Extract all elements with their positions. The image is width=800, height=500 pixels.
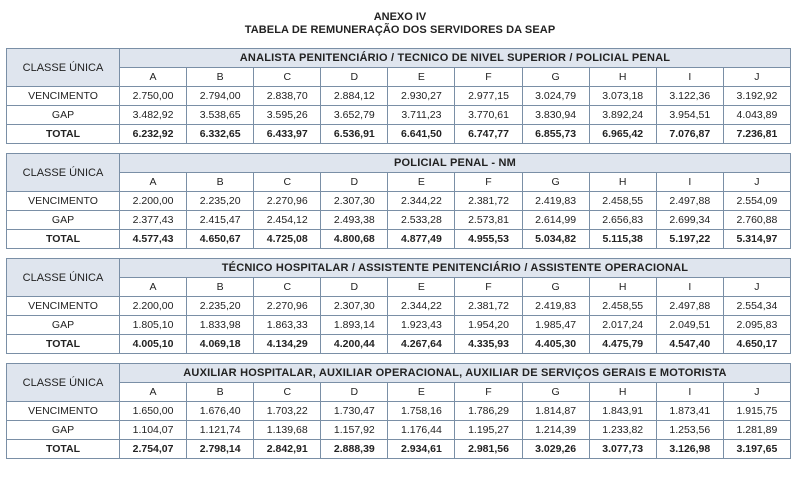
level-header: C [254, 68, 321, 87]
value-cell: 1.954,20 [455, 316, 522, 335]
value-cell: 6.332,65 [187, 125, 254, 144]
level-header: D [321, 278, 388, 297]
level-header: F [455, 278, 522, 297]
level-header: D [321, 383, 388, 402]
value-cell: 4.877,49 [388, 230, 455, 249]
value-cell: 2.381,72 [455, 297, 522, 316]
table-row [7, 297, 791, 316]
value-cell: 1.157,92 [321, 421, 388, 440]
value-cell: 2.270,96 [254, 297, 321, 316]
value-cell: 6.965,42 [589, 125, 656, 144]
value-cell: 2.454,12 [254, 211, 321, 230]
value-cell: 4.405,30 [522, 335, 589, 354]
level-header: D [321, 173, 388, 192]
document-header [0, 0, 800, 37]
value-cell: 1.985,47 [522, 316, 589, 335]
value-cell: 2.842,91 [254, 440, 321, 459]
value-cell: 2.497,88 [656, 297, 723, 316]
value-cell: 2.458,55 [589, 192, 656, 211]
value-cell: 1.730,47 [321, 402, 388, 421]
row-label: GAP [7, 421, 120, 440]
value-cell: 1.214,39 [522, 421, 589, 440]
value-cell: 3.954,51 [656, 106, 723, 125]
value-cell: 4.200,44 [321, 335, 388, 354]
value-cell: 2.533,28 [388, 211, 455, 230]
level-header: B [187, 383, 254, 402]
row-label: GAP [7, 106, 120, 125]
value-cell: 2.200,00 [120, 297, 187, 316]
level-header: C [254, 173, 321, 192]
value-cell: 2.573,81 [455, 211, 522, 230]
value-cell: 2.017,24 [589, 316, 656, 335]
value-cell: 2.095,83 [723, 316, 790, 335]
value-cell: 5.034,82 [522, 230, 589, 249]
value-cell: 4.043,89 [723, 106, 790, 125]
table-title: AUXILIAR HOSPITALAR, AUXILIAR OPERACIONAL, AUXILIAR DE SERVIÇOS GERAIS E MOTORISTA [120, 364, 791, 383]
value-cell: 1.843,91 [589, 402, 656, 421]
value-cell: 1.814,87 [522, 402, 589, 421]
value-cell: 2.377,43 [120, 211, 187, 230]
level-header: A [120, 68, 187, 87]
value-cell: 1.923,43 [388, 316, 455, 335]
value-cell: 2.235,20 [187, 192, 254, 211]
value-cell: 2.981,56 [455, 440, 522, 459]
value-cell: 1.893,14 [321, 316, 388, 335]
value-cell: 6.433,97 [254, 125, 321, 144]
value-cell: 3.073,18 [589, 87, 656, 106]
salary-table [6, 48, 791, 144]
level-header: H [589, 383, 656, 402]
level-header: I [656, 68, 723, 87]
value-cell: 4.005,10 [120, 335, 187, 354]
level-header: J [723, 383, 790, 402]
value-cell: 2.200,00 [120, 192, 187, 211]
table-row [7, 230, 791, 249]
value-cell: 2.307,30 [321, 192, 388, 211]
value-cell: 3.770,61 [455, 106, 522, 125]
value-cell: 2.930,27 [388, 87, 455, 106]
table-row [7, 87, 791, 106]
table-row [7, 402, 791, 421]
value-cell: 2.699,34 [656, 211, 723, 230]
classe-unica-label: CLASSE ÚNICA [7, 154, 120, 192]
salary-table [6, 258, 791, 354]
row-label: GAP [7, 211, 120, 230]
salary-table [6, 363, 791, 459]
value-cell: 3.595,26 [254, 106, 321, 125]
value-cell: 7.076,87 [656, 125, 723, 144]
level-header: H [589, 68, 656, 87]
value-cell: 4.725,08 [254, 230, 321, 249]
value-cell: 7.236,81 [723, 125, 790, 144]
value-cell: 2.554,09 [723, 192, 790, 211]
level-header: E [388, 383, 455, 402]
level-header: C [254, 278, 321, 297]
value-cell: 4.335,93 [455, 335, 522, 354]
value-cell: 1.233,82 [589, 421, 656, 440]
value-cell: 2.760,88 [723, 211, 790, 230]
value-cell: 2.307,30 [321, 297, 388, 316]
row-label: TOTAL [7, 125, 120, 144]
value-cell: 2.656,83 [589, 211, 656, 230]
value-cell: 2.270,96 [254, 192, 321, 211]
level-header: F [455, 383, 522, 402]
value-cell: 1.703,22 [254, 402, 321, 421]
value-cell: 1.195,27 [455, 421, 522, 440]
level-header: E [388, 278, 455, 297]
value-cell: 1.758,16 [388, 402, 455, 421]
value-cell: 2.344,22 [388, 297, 455, 316]
value-cell: 2.554,34 [723, 297, 790, 316]
level-header: A [120, 278, 187, 297]
level-header: J [723, 278, 790, 297]
level-header: J [723, 173, 790, 192]
value-cell: 1.650,00 [120, 402, 187, 421]
value-cell: 1.104,07 [120, 421, 187, 440]
value-cell: 1.121,74 [187, 421, 254, 440]
table-title: ANALISTA PENITENCIÁRIO / TECNICO DE NIVEL SUPERIOR / POLICIAL PENAL [120, 49, 791, 68]
value-cell: 3.197,65 [723, 440, 790, 459]
value-cell: 2.419,83 [522, 192, 589, 211]
value-cell: 1.253,56 [656, 421, 723, 440]
level-header: I [656, 173, 723, 192]
value-cell: 4.069,18 [187, 335, 254, 354]
value-cell: 6.855,73 [522, 125, 589, 144]
level-header: H [589, 278, 656, 297]
table-row [7, 316, 791, 335]
level-header: C [254, 383, 321, 402]
level-header: B [187, 173, 254, 192]
value-cell: 2.888,39 [321, 440, 388, 459]
value-cell: 3.024,79 [522, 87, 589, 106]
value-cell: 2.493,38 [321, 211, 388, 230]
value-cell: 6.536,91 [321, 125, 388, 144]
table-row [7, 440, 791, 459]
document-title: TABELA DE REMUNERAÇÃO DOS SERVIDORES DA SEAP [244, 24, 556, 36]
value-cell: 2.415,47 [187, 211, 254, 230]
value-cell: 6.641,50 [388, 125, 455, 144]
value-cell: 2.838,70 [254, 87, 321, 106]
level-header: G [522, 383, 589, 402]
table-row [7, 211, 791, 230]
value-cell: 3.192,92 [723, 87, 790, 106]
level-header: B [187, 68, 254, 87]
table-row [7, 125, 791, 144]
value-cell: 1.176,44 [388, 421, 455, 440]
value-cell: 2.934,61 [388, 440, 455, 459]
classe-unica-label: CLASSE ÚNICA [7, 259, 120, 297]
value-cell: 4.800,68 [321, 230, 388, 249]
page-cutoff [0, 462, 800, 500]
table-title: TÉCNICO HOSPITALAR / ASSISTENTE PENITENCIÁRIO / ASSISTENTE OPERACIONAL [120, 259, 791, 278]
value-cell: 2.381,72 [455, 192, 522, 211]
value-cell: 5.314,97 [723, 230, 790, 249]
row-label: TOTAL [7, 230, 120, 249]
row-label: VENCIMENTO [7, 192, 120, 211]
value-cell: 3.830,94 [522, 106, 589, 125]
level-header: B [187, 278, 254, 297]
value-cell: 3.711,23 [388, 106, 455, 125]
level-header: I [656, 278, 723, 297]
value-cell: 1.281,89 [723, 421, 790, 440]
table-title: POLICIAL PENAL - NM [120, 154, 791, 173]
level-header: J [723, 68, 790, 87]
row-label: VENCIMENTO [7, 87, 120, 106]
value-cell: 1.873,41 [656, 402, 723, 421]
level-header: E [388, 173, 455, 192]
table-row [7, 192, 791, 211]
value-cell: 1.139,68 [254, 421, 321, 440]
level-header: H [589, 173, 656, 192]
value-cell: 4.267,64 [388, 335, 455, 354]
value-cell: 2.344,22 [388, 192, 455, 211]
value-cell: 3.652,79 [321, 106, 388, 125]
row-label: VENCIMENTO [7, 402, 120, 421]
value-cell: 2.458,55 [589, 297, 656, 316]
value-cell: 3.126,98 [656, 440, 723, 459]
level-header: G [522, 68, 589, 87]
value-cell: 2.754,07 [120, 440, 187, 459]
row-label: GAP [7, 316, 120, 335]
level-header: G [522, 173, 589, 192]
value-cell: 4.955,53 [455, 230, 522, 249]
value-cell: 1.863,33 [254, 316, 321, 335]
classe-unica-label: CLASSE ÚNICA [7, 364, 120, 402]
value-cell: 6.232,92 [120, 125, 187, 144]
salary-table [6, 153, 791, 249]
value-cell: 2.794,00 [187, 87, 254, 106]
value-cell: 3.077,73 [589, 440, 656, 459]
value-cell: 1.833,98 [187, 316, 254, 335]
row-label: VENCIMENTO [7, 297, 120, 316]
value-cell: 4.650,67 [187, 230, 254, 249]
salary-tables [6, 48, 791, 468]
level-header: D [321, 68, 388, 87]
table-row [7, 106, 791, 125]
value-cell: 4.577,43 [120, 230, 187, 249]
value-cell: 2.049,51 [656, 316, 723, 335]
level-header: I [656, 383, 723, 402]
level-header: F [455, 173, 522, 192]
value-cell: 3.122,36 [656, 87, 723, 106]
value-cell: 2.798,14 [187, 440, 254, 459]
table-row [7, 421, 791, 440]
level-header: A [120, 173, 187, 192]
value-cell: 3.029,26 [522, 440, 589, 459]
level-header: A [120, 383, 187, 402]
value-cell: 6.747,77 [455, 125, 522, 144]
row-label: TOTAL [7, 440, 120, 459]
value-cell: 2.884,12 [321, 87, 388, 106]
value-cell: 4.134,29 [254, 335, 321, 354]
classe-unica-label: CLASSE ÚNICA [7, 49, 120, 87]
level-header: F [455, 68, 522, 87]
value-cell: 4.650,17 [723, 335, 790, 354]
value-cell: 5.197,22 [656, 230, 723, 249]
value-cell: 3.482,92 [120, 106, 187, 125]
value-cell: 1.915,75 [723, 402, 790, 421]
value-cell: 4.547,40 [656, 335, 723, 354]
value-cell: 1.786,29 [455, 402, 522, 421]
value-cell: 2.750,00 [120, 87, 187, 106]
row-label: TOTAL [7, 335, 120, 354]
value-cell: 2.614,99 [522, 211, 589, 230]
value-cell: 4.475,79 [589, 335, 656, 354]
value-cell: 1.805,10 [120, 316, 187, 335]
level-header: E [388, 68, 455, 87]
table-row [7, 335, 791, 354]
value-cell: 3.892,24 [589, 106, 656, 125]
value-cell: 5.115,38 [589, 230, 656, 249]
annex-label: ANEXO IV [373, 11, 427, 23]
value-cell: 2.497,88 [656, 192, 723, 211]
value-cell: 2.235,20 [187, 297, 254, 316]
value-cell: 2.419,83 [522, 297, 589, 316]
level-header: G [522, 278, 589, 297]
value-cell: 2.977,15 [455, 87, 522, 106]
value-cell: 3.538,65 [187, 106, 254, 125]
value-cell: 1.676,40 [187, 402, 254, 421]
